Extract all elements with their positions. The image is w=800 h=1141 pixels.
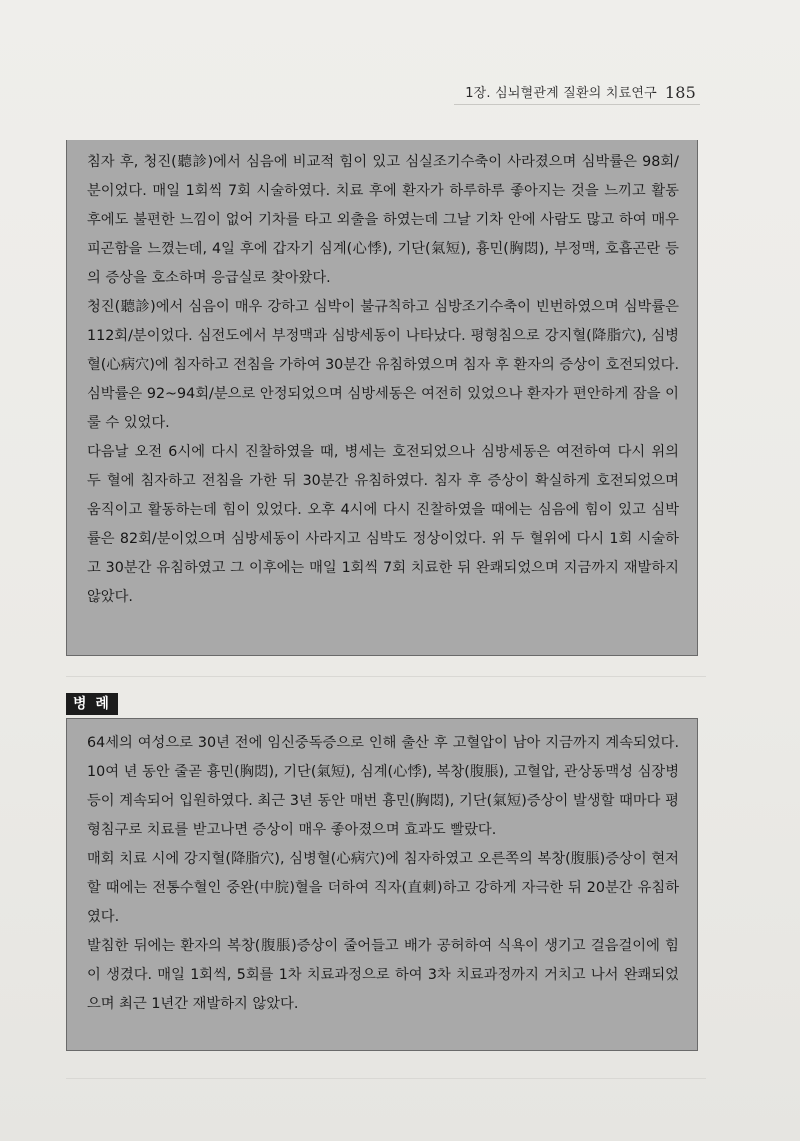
case-report-box [66, 718, 698, 1051]
chapter-title: 1장. 심뇌혈관계 질환의 치료연구 [465, 86, 657, 101]
paragraph: 발침한 뒤에는 환자의 복창(腹脹)증상이 줄어들고 배가 공허하여 식욕이 생기고 걸음걸이에 힘이 생겼다. 매일 1회씩, 5회를 1차 치료과정으로 하여 3차 치료과정까지 거치고 나서 완쾌되었으며 최근 1년간 재발하지 않았다. [87, 938, 679, 1012]
case-continuation-box [66, 140, 698, 656]
bleed-through-line [66, 1078, 706, 1079]
paragraph: 침자 후, 청진(聽診)에서 심음에 비교적 힘이 있고 심실조기수축이 사라졌으며 심박률은 98회/분이었다. 매일 1회씩 7회 시술하였다. 치료 후에 환자가 하루하루 좋아지는 것을 느끼고 활동 후에도 불편한 느낌이 없어 기차를 타고 외출을 하였는데 그날 기차 안에 사람도 많고 하여 매우 피곤함을 느꼈는데, 4일 후에 갑자기 심계(心悸), 기단(氣短), 흉민(胸悶), 부정맥, 호흡곤란 등의 증상을 호소하며 응급실로 찾아왔다. [87, 154, 679, 286]
bleed-through-line [66, 676, 706, 677]
case-label: 병 례 [66, 693, 118, 715]
paragraph: 청진(聽診)에서 심음이 매우 강하고 심박이 불규칙하고 심방조기수축이 빈번하였으며 심박률은 112회/분이었다. 심전도에서 부정맥과 심방세동이 나타났다. 평형침으로 강지혈(降脂穴), 심병혈(心病穴)에 침자하고 전침을 가하여 30분간 유침하였으며 침자 후 환자의 증상이 호전되었다. 심박률은 92~94회/분으로 안정되었으며 심방세동은 여전히 있었으나 환자가 편안하게 잠을 이룰 수 있었다. [87, 299, 679, 431]
paragraph: 다음날 오전 6시에 다시 진찰하였을 때, 병세는 호전되었으나 심방세동은 여전하여 다시 위의 두 혈에 침자하고 전침을 가한 뒤 30분간 유침하였다. 침자 후 증상이 확실하게 호전되었으며 움직이고 활동하는데 힘이 있었다. 오후 4시에 다시 진찰하였을 때에는 심음에 힘이 있고 심박률은 82회/분이었으며 심방세동이 사라지고 심박도 정상이었다. 위 두 혈위에 다시 1회 시술하고 30분간 유침하였고 그 이후에는 매일 1회씩 7회 치료한 뒤 완쾌되었으며 지금까지 재발하지 않았다. [87, 444, 679, 605]
paragraph: 64세의 여성으로 30년 전에 임신중독증으로 인해 출산 후 고혈압이 남아 지금까지 계속되었다. 10여 년 동안 줄곧 흉민(胸悶), 기단(氣短), 심계(心悸), 복창(腹脹), 고혈압, 관상동맥성 심장병 등이 계속되어 입원하였다. 최근 3년 동안 매번 흉민(胸悶), 기단(氣短)증상이 발생할 때마다 평형침구로 치료를 받고나면 증상이 매우 좋아졌으며 효과도 빨랐다. [87, 735, 679, 838]
page-number: 185 [664, 83, 696, 102]
running-header [465, 82, 696, 101]
header-rule [454, 104, 700, 105]
paragraph: 매회 치료 시에 강지혈(降脂穴), 심병혈(心病穴)에 침자하였고 오른쪽의 복창(腹脹)증상이 현저할 때에는 전통수혈인 중완(中脘)혈을 더하여 직자(直刺)하고 강하게 자극한 뒤 20분간 유침하였다. [87, 851, 679, 925]
